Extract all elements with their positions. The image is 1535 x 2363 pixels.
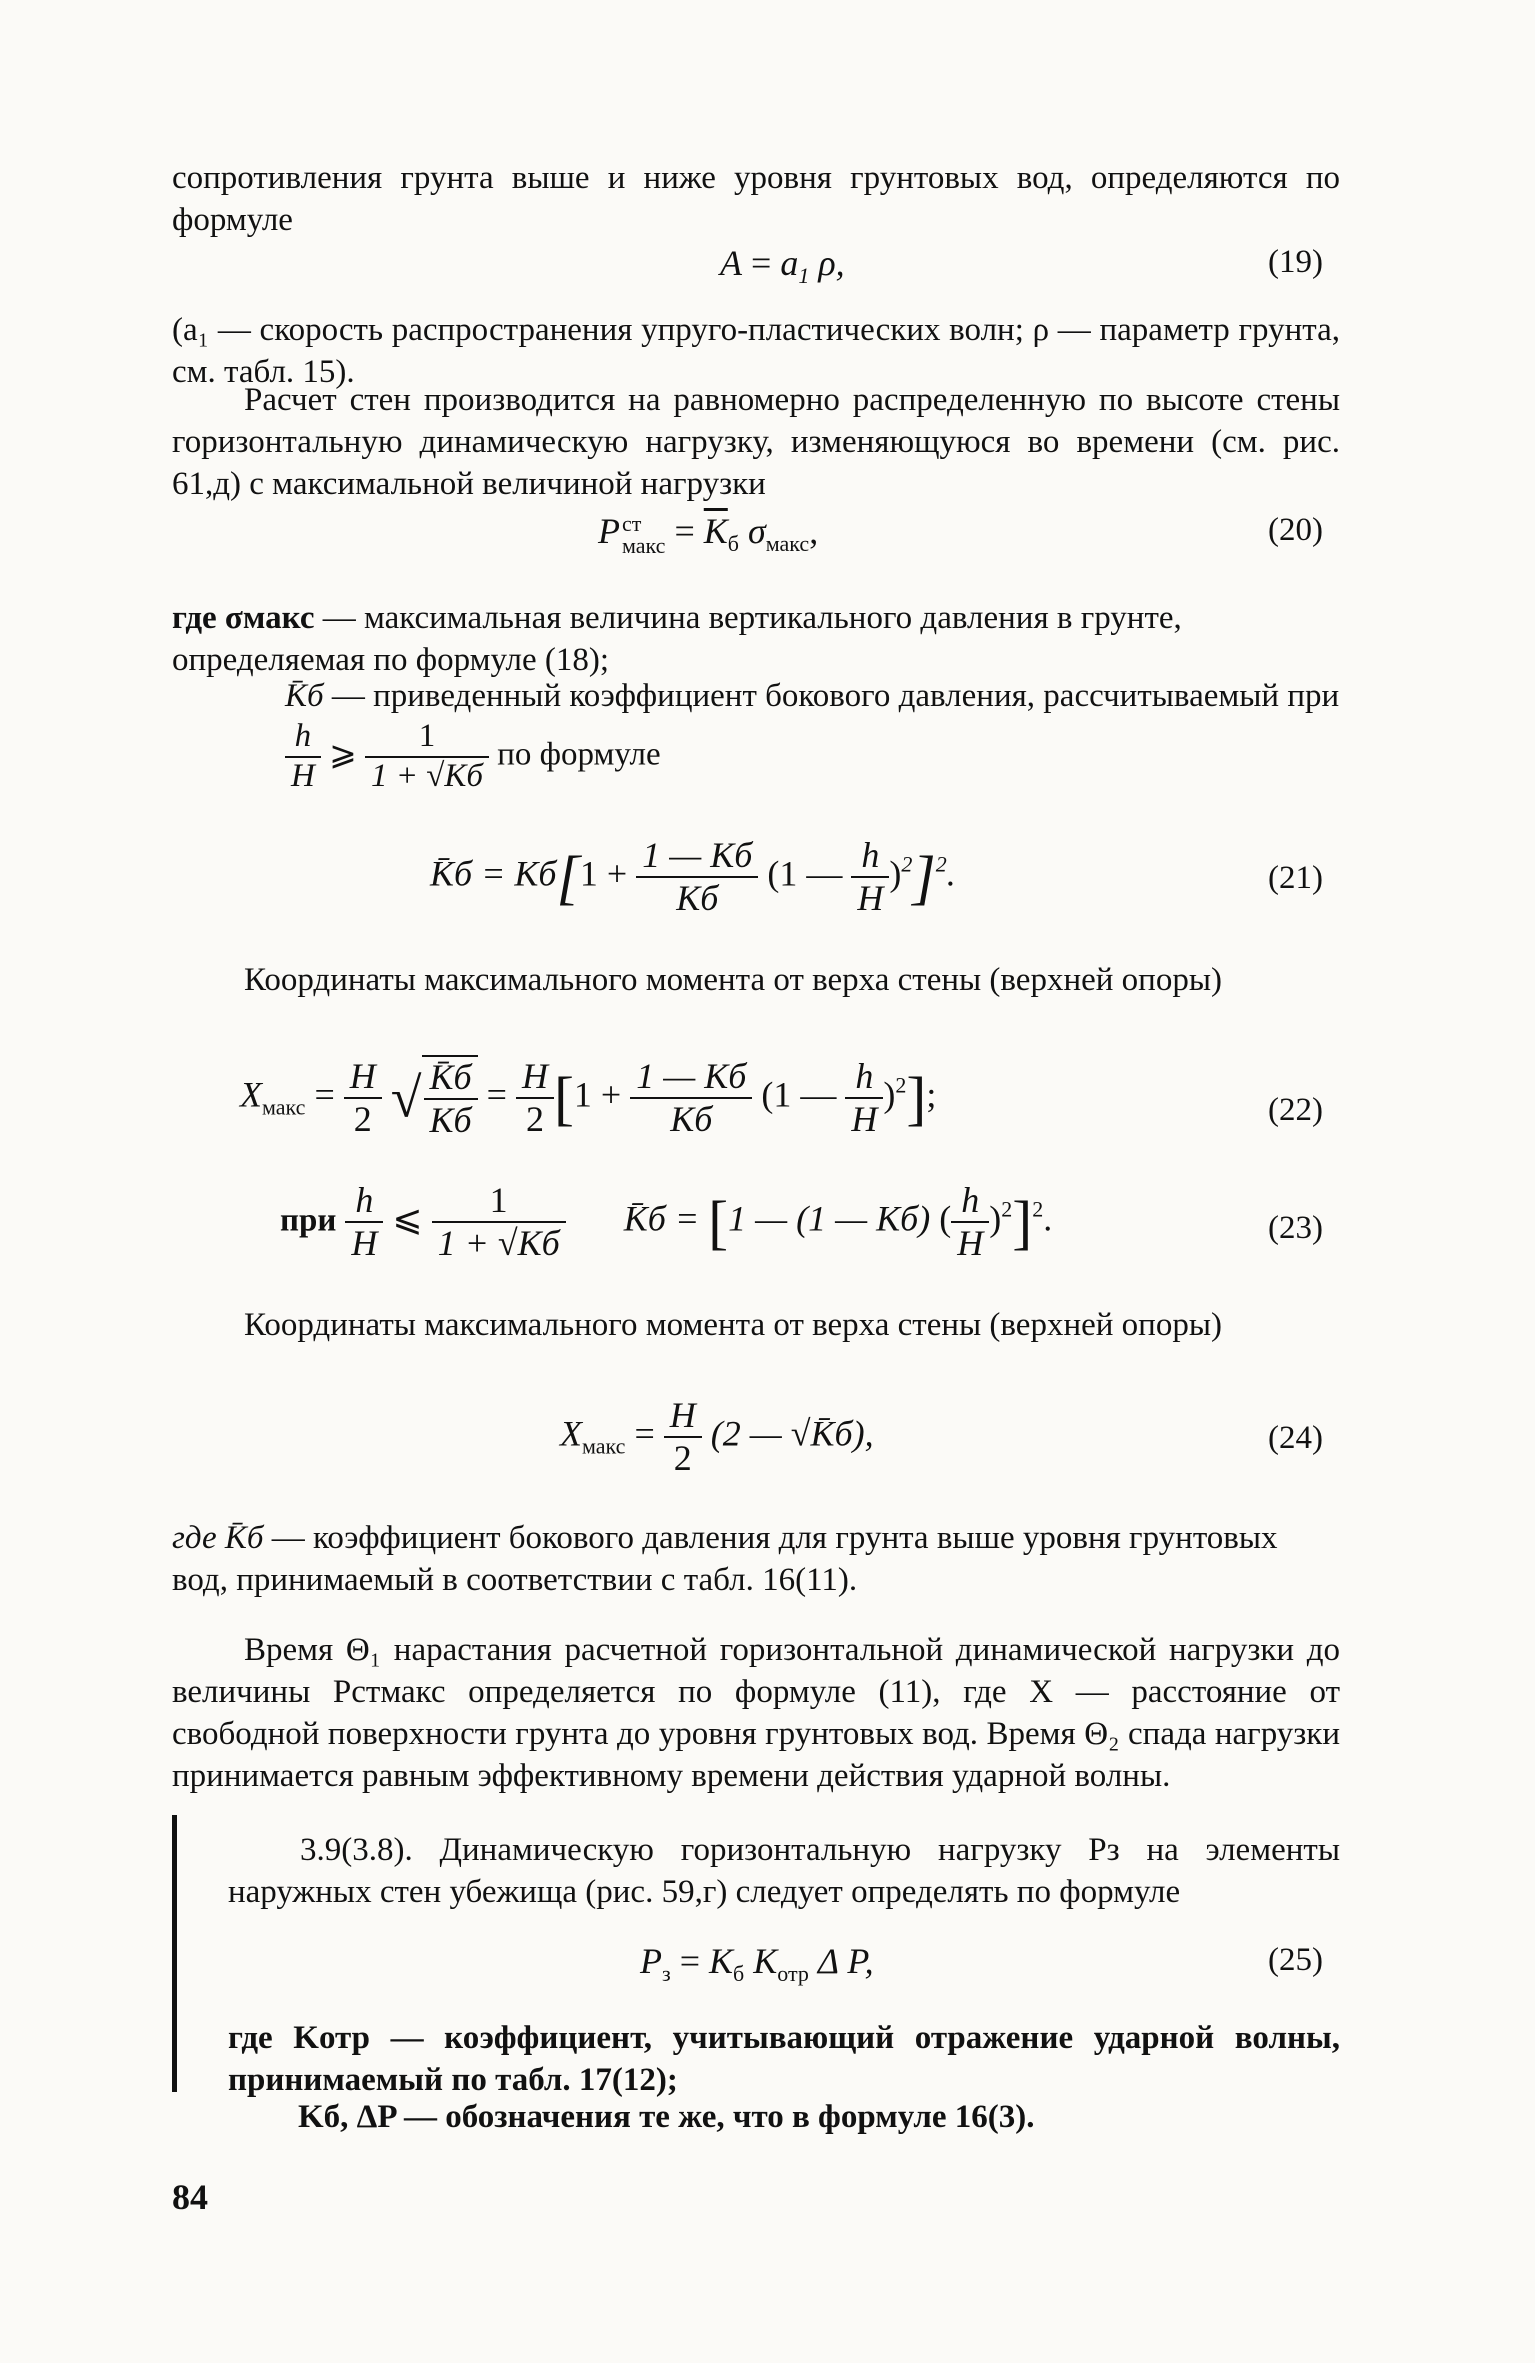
definition-kbar [285,676,1340,796]
definition-sigma-term: где σмакс [172,600,315,636]
definition-kbar-2-term: где K̄б [172,1520,264,1556]
formula-23-dot: . [1043,1198,1053,1239]
paragraph-intro: сопротивления грунта выше и ниже уровня грунтовых вод, определяются по формуле [172,160,1340,238]
definition-sigma [172,598,1340,682]
formula-20-Ksub: б [727,531,739,556]
definition-kbar-den: 1 + √Kб [371,757,483,794]
paragraph-coordinates-1: Координаты максимального момента от верха стены (верхней опоры) [244,962,1222,998]
formula-23-le: ⩽ [392,1198,423,1239]
formula-19-a: a [780,243,799,283]
formula-20-number: (20) [1268,512,1323,548]
formula-20-sup: ст [622,510,642,536]
formula-22-frac-H2b [516,1056,554,1141]
formula-22-eq: = [305,1074,344,1115]
formula-23-lhs: K̄б = [623,1198,709,1239]
page-number: 84 [172,2177,208,2217]
formula-21-paren: (1 — [767,853,843,894]
formula-22-H2: H [516,1056,554,1099]
formula-22-den2: Kб [670,1099,713,1140]
formula-20-eq: = [665,511,704,551]
formula-23-frac-hH2 [951,1180,989,1265]
definition-kbar-h: h [285,718,321,758]
formula-25-P: P [640,1941,662,1981]
formula-23-bpow: 2 [1032,1196,1044,1222]
formula-19-eq: = [742,243,781,283]
formula-22-num2: 1 — Kб [630,1056,752,1099]
formula-21-open: [ [556,844,580,911]
formula-21-num: 1 — Kб [636,835,758,878]
definition-sigma-text: — максимальная величина вертикального давления в грунте, определяемая по формуле (18); [172,600,1182,678]
formula-22-rden: Kб [429,1100,472,1141]
formula-23-one: 1 [432,1180,566,1223]
definition-kbar-term: K̄б [285,678,324,714]
formula-22-H: H [344,1056,382,1099]
formula-21-lhs: K̄б = Kб [430,853,557,894]
formula-22-frac-H2 [344,1056,382,1141]
formula-22-two2: 2 [525,1099,544,1140]
formula-24-body: (2 — √K̄б), [710,1413,874,1454]
formula-22-Xsub: макс [262,1094,306,1120]
definition-kbar-frac-h-H [285,718,321,796]
formula-23-pri: при [280,1202,337,1239]
formula-23-H: H [351,1223,378,1264]
formula-22-paren: (1 — [761,1074,837,1115]
formula-25-number: (25) [1268,1942,1323,1978]
formula-25 [640,1940,874,1987]
formula-22-pow: 2 [895,1072,907,1098]
formula-24-X: X [560,1413,582,1454]
formula-22-X: X [240,1074,262,1115]
formula-21-pow: 2 [901,851,913,877]
formula-23-pow: 2 [1001,1196,1013,1222]
paragraph-coordinates-2: Координаты максимального момента от верха стены (верхней опоры) [244,1307,1222,1343]
formula-20-K: $\overline{K}$ [703,511,728,551]
formula-25-tail: Δ P, [808,1941,874,1981]
formula-22-H3: H [851,1099,878,1140]
formula-22-two: 2 [353,1099,372,1140]
paragraph-time: Время Θ₁ нарастания расчетной горизонтальной динамической нагрузки до величины Pстмакс определяется по формуле (11), где X — расстояние от свободной поверхности грунта до уровня грунтовых вод. Время Θ₂ спада нагрузки принимается равным эффективному времени действия ударной волны. [172,1632,1340,1794]
paragraph-a1-note: (a₁ — скорость распространения упруго-пластических волн; ρ — параметр грунта, см. табл. 15). [172,312,1340,390]
definition-kbar-one: 1 [365,718,489,758]
formula-23-number: (23) [1268,1210,1323,1246]
definition-kbar-frac-limit [365,718,489,796]
formula-24-number: (24) [1268,1420,1323,1456]
paragraph-wall-calc: Расчет стен производится на равномерно распределенную по высоте стены горизонтальную динамическую нагрузку, изменяющуюся во времени (см. рис. 61,д) с максимальной величиной нагрузки [172,382,1340,502]
formula-19 [720,242,845,289]
formula-21-h: h [851,835,889,878]
formula-22-one: 1 + [573,1074,622,1115]
formula-24-H: H [664,1395,702,1438]
formula-25-Psub: з [662,1961,671,1986]
definition-kbar-2-text: — коэффициент бокового давления для грунта выше уровня грунтовых вод, принимаемый в соответствии с табл. 16(11). [172,1520,1278,1598]
formula-23-body: 1 — (1 — Kб) [728,1198,931,1239]
formula-24 [560,1395,874,1480]
definition-kbar-ge: ⩾ [329,736,357,773]
formula-19-rho: ρ, [809,243,845,283]
definition-kotr: где Kотр — коэффициент, учитывающий отражение ударной волны, принимаемый по табл. 17(12); [228,2020,1340,2098]
formula-20 [598,510,818,557]
formula-25-K: K [709,1941,734,1981]
formula-23-h2: h [951,1180,989,1223]
formula-22-sqrt-frac [422,1055,478,1142]
formula-22-tail: ; [926,1074,937,1115]
formula-22-number: (22) [1268,1092,1323,1128]
formula-23-h: h [345,1180,383,1223]
formula-21-H: H [857,878,884,919]
formula-24-eq: = [625,1413,664,1454]
definition-kbar-text: — приведенный коэффициент бокового давления, рассчитываемый при [323,678,1340,714]
definition-kbar-2 [172,1518,1340,1602]
formula-23-H2: H [957,1223,984,1264]
formula-22-h: h [845,1056,883,1099]
formula-20-tail: , [809,511,819,551]
formula-22-eq2: = [486,1074,516,1115]
formula-24-frac-H2 [664,1395,702,1480]
formula-25-eq: = [670,1941,710,1981]
formula-25-K2sub: отр [777,1961,809,1986]
formula-22-rnum: K̄б [424,1057,478,1100]
formula-24-two: 2 [673,1438,692,1479]
formula-21-den: Kб [676,878,719,919]
formula-19-sub: 1 [798,263,810,288]
formula-21-dot: . [946,853,956,894]
formula-23-den: 1 + √Kб [437,1223,560,1264]
formula-21-bclose: ] [912,844,936,911]
margin-change-bar [172,1815,177,2092]
definition-kbar-H: H [291,757,315,794]
definition-kbar-tail: по формуле [497,736,661,773]
formula-22-frac-hH [845,1056,883,1141]
formula-22: $X_{макс}$ = $\frac{H}{2}$ √ $\frac{K̄б}{Kб}$ = $\frac{H}{2}$ [1 + $\frac{1 — Kб}{Kб}$ (1 — $\frac{h}{H}$ )$^2$]; [240,1056,937,1141]
formula-19-number: (19) [1268,244,1323,280]
formula-23: при $\frac{h}{H}$ ⩽ $\frac{1}{1 + √Kб}$ K̄б = [1 — (1 — Kб) ( $\frac{h}{H}$ )$^2$]$^2$. [280,1180,1053,1264]
paragraph-3-9: 3.9(3.8). Динамическую горизонтальную нагрузку Pз на элементы наружных стен убежища (рис. 59,г) следует определять по формуле [228,1832,1340,1910]
formula-21-close: ) [889,853,902,894]
formula-23-frac-hH [345,1180,383,1265]
formula-21-frac [636,835,758,920]
formula-21 [430,835,956,920]
formula-24-Xsub: макс [582,1433,626,1459]
formula-19-lhs: A [720,243,742,283]
formula-22-frac-k [630,1056,752,1141]
formula-23-frac-limit [432,1180,566,1265]
formula-21-one: 1 + [579,853,628,894]
definition-notation: Kб, ΔP — обозначения те же, что в формуле 16(3). [298,2099,1035,2135]
formula-21-bpow: 2 [935,851,947,877]
formula-21-number: (21) [1268,860,1323,896]
formula-20-sub: макс [622,532,666,558]
formula-21-frac-hH [851,835,889,920]
formula-25-K2: K [753,1941,778,1981]
formula-20-sigma: σ [747,511,766,551]
formula-20-sigmasub: макс [765,531,810,556]
formula-20-P: P [598,511,620,551]
formula-25-Ksub: б [733,1961,745,1986]
